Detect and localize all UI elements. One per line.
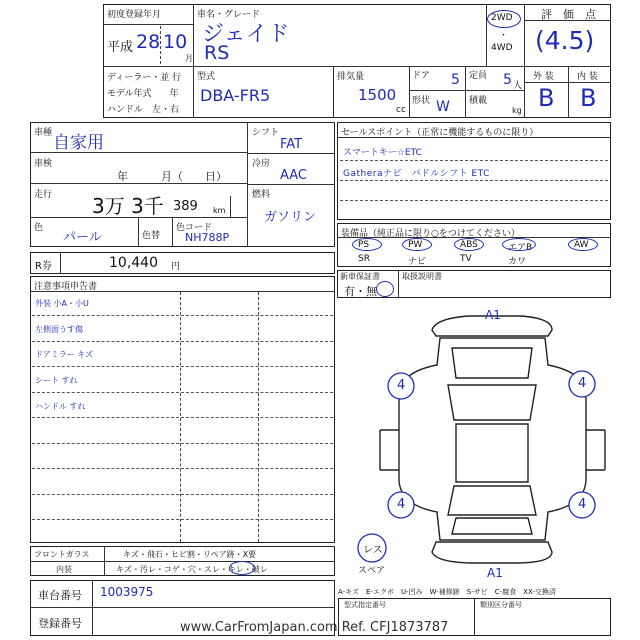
equipment-item: ABS: [460, 240, 478, 250]
fuel-value: ガソリン: [264, 210, 317, 225]
rear-bumper: [432, 542, 552, 563]
rear-window: [448, 486, 536, 515]
displacement-value: 1500: [358, 86, 397, 104]
tire-rl: 4: [397, 497, 406, 512]
shape-value: W: [436, 99, 450, 115]
rating-label: 評 価 点: [541, 8, 596, 21]
windshield-label: フロントガラス: [34, 550, 90, 559]
car-grade: RS: [204, 42, 230, 64]
type-label: 型式: [197, 72, 216, 82]
note-line-3: ドアミラー キズ: [35, 350, 94, 359]
dealer-label: ディーラー・並 行: [107, 73, 182, 83]
tire-rr: 4: [578, 497, 587, 512]
displacement-label: 排気量: [337, 72, 365, 82]
interior-grade: B: [580, 84, 597, 112]
hood: [452, 348, 532, 378]
vehicle-type-label: 車種: [34, 128, 53, 138]
registration-era: 平成: [107, 40, 134, 55]
tire-fl: 4: [397, 378, 406, 393]
interior-sure-circle: [229, 561, 255, 575]
km-unit: km: [213, 206, 226, 215]
mileage-value: 3万 3千: [92, 194, 164, 218]
color-code: NH788P: [185, 231, 230, 244]
mileage-label: 走行: [34, 190, 53, 200]
rating-score: (4.5): [535, 26, 595, 55]
windshield-options: キズ・飛石・ヒビ割・リペア跡・X要: [123, 550, 257, 559]
capacity-value: 5: [503, 72, 512, 88]
exterior-label: 外 装: [533, 72, 554, 82]
damage-legend: A-キズ E-エクボ U-凹み W-補修跡 S-サビ C-腐食 XX-交換済: [338, 588, 556, 596]
registration-year: 28: [136, 31, 161, 53]
drive-dot: ・: [499, 31, 509, 41]
equipment-item: AW: [574, 240, 589, 250]
model-year-label: モデル年式 年: [107, 89, 179, 99]
diagram-top-mark: A1: [485, 308, 501, 322]
drive-4wd: 4WD: [491, 43, 513, 53]
note-line-5: ハンドル すれ: [35, 402, 86, 411]
interior-condition-label: 内装: [56, 565, 72, 574]
handle-label: ハンドル 左・右: [107, 105, 180, 115]
warranty-value: 有・無: [344, 285, 377, 298]
registration-number-label: 登録番号: [38, 617, 82, 630]
equipment-item: TV: [460, 254, 472, 264]
manual-label: 取扱説明書: [402, 272, 442, 281]
stamp-label-1: 型式指定番号: [344, 601, 386, 609]
load-label: 積載: [469, 96, 488, 106]
recycle-yen: 円: [171, 262, 181, 272]
watermark: www.CarFromJapan.com Ref. CFJ1873787: [180, 620, 449, 635]
warranty-label: 新車保証書: [340, 272, 380, 281]
interior-label: 内 装: [577, 72, 598, 82]
sales-points-label: セールスポイント（正常に機能するものに限り）: [341, 128, 539, 138]
note-line-1: 外装 小A・小U: [35, 299, 89, 308]
cc-unit: cc: [396, 105, 406, 115]
equipment-label: 装備品（純正品に限り○をつけてください）: [341, 229, 520, 239]
inspection-label: 車検: [34, 159, 53, 169]
shift-value: FAT: [280, 137, 303, 152]
stamp-label-2: 類別区分番号: [480, 601, 522, 609]
notes-label: 注意事項申告書: [34, 282, 98, 292]
vehicle-type: 自家用: [53, 133, 104, 153]
color-label: 色: [34, 223, 44, 233]
registration-month: 10: [163, 31, 188, 53]
kg-unit: kg: [512, 106, 522, 115]
fuel-label: 燃料: [252, 190, 271, 200]
shape-label: 形状: [412, 96, 431, 106]
doors-value: 5: [451, 72, 460, 88]
car-name: ジェイド: [202, 22, 290, 47]
color-code-label: 色コード: [176, 223, 213, 233]
equipment-item: カワ: [508, 257, 527, 267]
drive-2wd: 2WD: [491, 13, 513, 23]
inspection-dates: 年 月（ 日）: [117, 170, 227, 183]
equipment-item: PS: [358, 240, 370, 250]
ac-label: 冷房: [252, 159, 271, 169]
capacity-label: 定員: [469, 71, 488, 81]
note-line-4: シート すれ: [35, 376, 78, 385]
spare-value: レス: [363, 545, 383, 556]
equipment-item: PW: [408, 240, 423, 250]
trunk: [452, 518, 532, 534]
exterior-grade: B: [538, 84, 555, 112]
color-value: パール: [63, 230, 102, 245]
equipment-item: ナビ: [408, 257, 427, 267]
chassis-label: 車台番号: [38, 589, 82, 602]
diagram-bottom-mark: A1: [487, 566, 503, 580]
ac-value: AAC: [280, 168, 307, 183]
shift-label: シフト: [252, 128, 280, 138]
mileage-small: 389: [173, 199, 198, 214]
windshield: [448, 385, 536, 420]
car-name-label: 車名・グレード: [197, 10, 261, 20]
body-outline: [399, 338, 586, 540]
recycle-amount: 10,440: [109, 255, 158, 271]
recycle-label: R券: [35, 261, 52, 272]
chassis-number: 1003975: [100, 585, 154, 599]
equipment-item: SR: [358, 254, 370, 264]
equipment-item: エアB: [508, 243, 533, 253]
tire-fr: 4: [578, 376, 587, 391]
sales-point-line-1: スマートキー☆ETC: [343, 148, 422, 158]
model-code: DBA-FR5: [200, 86, 271, 105]
sales-point-line-2: Gatheraナビ パドルシフト ETC: [343, 169, 490, 179]
repaint-label: 色替: [142, 231, 161, 241]
capacity-unit: 人: [513, 81, 523, 91]
month-unit: 月: [185, 54, 193, 63]
note-line-2: 左側面うす傷: [35, 325, 83, 334]
spare-label: スペア: [358, 566, 386, 576]
interior-condition-options: キズ・汚レ・コゲ・穴・スレ・キレ・破レ: [116, 565, 268, 574]
doors-label: ドア: [412, 71, 430, 81]
roof: [456, 424, 528, 482]
first-registration-label: 初度登録年月: [107, 10, 162, 20]
